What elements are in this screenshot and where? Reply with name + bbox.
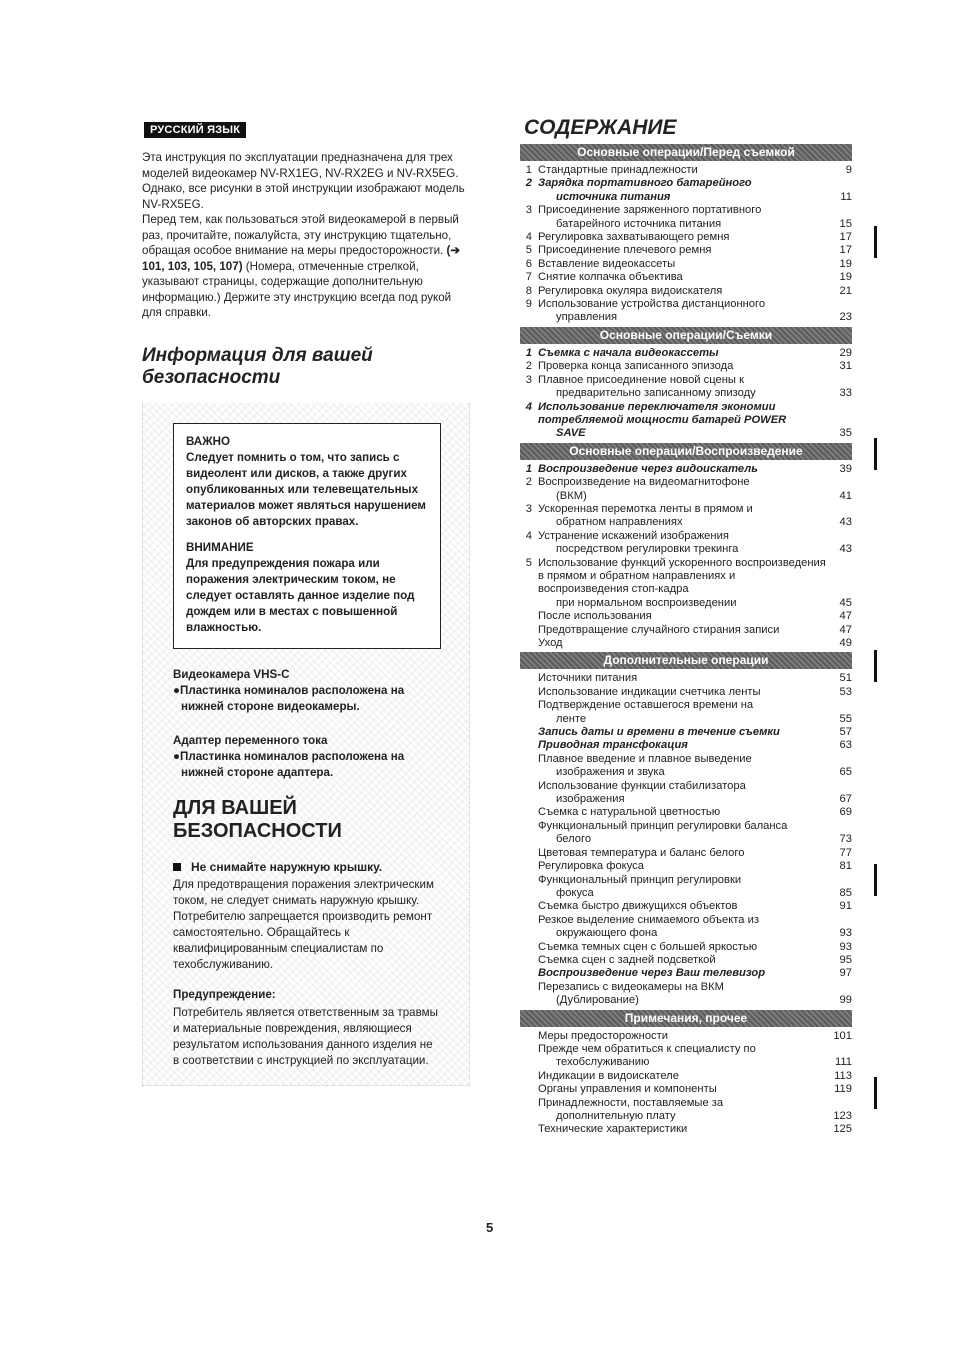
toc-entry-title: [538, 637, 828, 650]
caution-head: ВНИМАНИЕ: [186, 540, 254, 554]
toc-entry-page: 125: [833, 1123, 852, 1136]
toc-entry-number: 8: [525, 284, 532, 297]
toc-entry-page: 23: [839, 311, 852, 324]
toc-entry-number: [520, 941, 532, 954]
toc-entry-title: [538, 177, 828, 204]
toc-entry[interactable]: [520, 860, 852, 873]
page-number: 5: [486, 1220, 494, 1235]
toc-entry-text: Функциональный принцип регулировки: [538, 873, 742, 886]
toc-entry-number: 4: [525, 400, 532, 413]
important-text: Следует помнить о том, что запись с видеолент или дисков, а также других опубликованных или телевещательных материалов может являться нарушением законов об авторских правах.: [186, 450, 426, 528]
safety-area: [142, 403, 470, 1086]
toc-entry-number: [520, 699, 532, 726]
adapter-bullet: ●Пластинка номиналов расположена на нижней стороне адаптера.: [173, 749, 405, 779]
toc-entry-continuation: окружающего фона: [556, 927, 658, 940]
side-marker: [874, 864, 877, 896]
toc-entry-title: [538, 1070, 828, 1083]
toc-entry-number: [520, 1030, 532, 1043]
toc-entry-continuation: (Дублирование): [556, 994, 639, 1007]
toc-entry-text: Снятие колпачка объектива: [538, 271, 683, 284]
camera-label: Видеокамера VHS-C: [173, 667, 290, 681]
toc-section-bar: Основные операции/Перед съемкой: [520, 144, 852, 161]
toc-entry-page: 51: [839, 672, 852, 685]
toc-entry[interactable]: [520, 557, 852, 611]
left-column: [142, 120, 468, 1086]
toc-entry-page: 43: [839, 516, 852, 529]
toc-entry-title: [538, 941, 828, 954]
toc-entry-text: Использование индикации счетчика ленты: [538, 685, 761, 698]
for-your-safety-title: ДЛЯ ВАШЕЙ БЕЗОПАСНОСТИ: [173, 796, 342, 842]
toc-entry-text: Съемка темных сцен с большей яркостью: [538, 940, 758, 953]
toc-entry-page: 53: [839, 685, 852, 698]
toc-entry[interactable]: [520, 806, 852, 819]
toc-entry-text: Плавное присоединение новой сцены к: [538, 373, 744, 386]
toc-entry-text: Перезапись с видеокамеры на ВКМ: [538, 980, 724, 993]
side-marker: [874, 1077, 877, 1109]
intro-page-refs: (➔ 101, 103, 105, 107): [142, 244, 461, 273]
toc-entry-page: 65: [839, 766, 852, 779]
toc-entry-title: [538, 204, 828, 231]
toc-entry-text: Источники питания: [538, 672, 638, 685]
toc-entry-continuation: изображения и звука: [556, 766, 665, 779]
toc-entry-continuation: белого: [556, 833, 592, 846]
toc-entry-text: Ускоренная перемотка ленты в прямом и: [538, 502, 753, 515]
toc-entry-title: [538, 967, 828, 980]
language-badge: РУССКИЙ ЯЗЫК: [144, 122, 246, 138]
toc-entry-title: [538, 347, 828, 360]
toc-entry-number: 4: [525, 231, 532, 244]
toc-entry-text: Присоединение плечевого ремня: [538, 244, 712, 257]
intro-text: [142, 150, 468, 321]
cover-heading: [173, 859, 441, 875]
toc-entry-text: Функциональный принцип регулировки баланса: [538, 819, 788, 832]
adapter-label: Адаптер переменного тока: [173, 733, 328, 747]
toc-entry-page: 57: [839, 726, 852, 739]
toc-entry-text: Использование функции стабилизатора: [538, 779, 746, 792]
toc-entry-continuation: дополнительную плату: [556, 1110, 676, 1122]
toc-entry-text: Цветовая температура и баланс белого: [538, 846, 745, 859]
toc-entry-number: [520, 967, 532, 980]
toc-entry-title: [538, 610, 828, 623]
toc-entry-number: [520, 753, 532, 780]
toc-entry[interactable]: [520, 941, 852, 954]
toc-entry-continuation: предварительно записанному эпизоду: [556, 387, 756, 400]
toc-entry-continuation: обратном направлениях: [556, 516, 683, 529]
side-marker: [874, 650, 877, 682]
toc-list: [520, 164, 852, 325]
toc-list: [520, 347, 852, 441]
side-marker: [874, 438, 877, 470]
toc-entry[interactable]: [520, 686, 852, 699]
toc-entry-text: Запись даты и времени в течение съемки: [538, 726, 780, 739]
toc-sections: [520, 144, 852, 1137]
toc-entry[interactable]: [520, 820, 852, 847]
toc-entry-text: Приводная трансфокация: [538, 739, 688, 752]
toc-entry-text: Использование функций ускоренного воспроизведения в прямом и обратном направлениях и воспроизведения стоп-кадра: [538, 556, 826, 596]
square-bullet-icon: [173, 863, 181, 871]
toc-entry[interactable]: [520, 753, 852, 780]
toc-entry-number: 6: [525, 257, 532, 270]
toc-entry-page: 29: [839, 346, 852, 359]
toc-entry-title: [538, 739, 828, 752]
toc-entry-text: Съемка быстро движущихся объектов: [538, 900, 738, 913]
toc-entry-title: [538, 874, 828, 901]
toc-entry-page: 21: [839, 284, 852, 297]
toc-entry-continuation: источника питания: [556, 190, 671, 203]
toc-entry-title: [538, 1083, 828, 1096]
toc-entry-title: [538, 806, 828, 819]
toc-entry-title: [538, 360, 828, 373]
toc-entry-number: [520, 1083, 532, 1096]
toc-entry-number: 5: [525, 244, 532, 257]
toc-entry-text: Предотвращение случайного стирания записи: [538, 623, 780, 636]
toc-entry-text: Съемка с натуральной цветностью: [538, 806, 721, 819]
toc-entry[interactable]: [520, 967, 852, 980]
toc-entry-text: Регулировка окуляра видоискателя: [538, 284, 723, 297]
toc-entry-title: [538, 463, 828, 476]
toc-entry-page: 55: [839, 712, 852, 725]
toc-entry-title: [538, 860, 828, 873]
toc-entry-page: 97: [839, 967, 852, 980]
toc-entry-number: 2: [525, 360, 532, 373]
toc-entry[interactable]: [520, 503, 852, 530]
intro-paragraph-2-note: (Номера, отмеченные стрелкой, указывают страницы, содержащие дополнительную информацию.) Держите эту инструкцию всегда под рукой для справки.: [142, 259, 452, 319]
toc-entry[interactable]: [520, 739, 852, 752]
toc-entry-text: Индикации в видоискателе: [538, 1069, 679, 1082]
toc-entry-page: 95: [839, 953, 852, 966]
toc-entry-number: [520, 847, 532, 860]
toc-entry-title: [538, 258, 828, 271]
toc-entry-title: [538, 726, 828, 739]
toc-entry-page: 31: [839, 360, 852, 373]
toc-entry-text: Плавное введение и плавное выведение: [538, 752, 752, 765]
toc-list: [520, 463, 852, 651]
toc-entry-page: 73: [839, 833, 852, 846]
toc-entry[interactable]: [520, 780, 852, 807]
toc-entry-page: 69: [839, 806, 852, 819]
toc-entry-page: 35: [839, 427, 852, 440]
toc-entry[interactable]: [520, 530, 852, 557]
toc-entry-number: 3: [525, 204, 532, 217]
toc-entry-title: [538, 298, 828, 325]
toc-entry-continuation: батарейного источника питания: [556, 217, 722, 230]
toc-entry-page: 47: [839, 623, 852, 636]
cover-heading-text: Не снимайте наружную крышку.: [191, 859, 383, 874]
toc-entry-title: [538, 271, 828, 284]
toc-entry[interactable]: [520, 258, 852, 271]
toc-entry[interactable]: [520, 204, 852, 231]
toc-entry-page: 101: [833, 1029, 852, 1042]
toc-entry-title: [538, 1097, 828, 1124]
toc-entry-page: 43: [839, 543, 852, 556]
intro-paragraph-2-text: Перед тем, как пользоваться этой видеокамерой в первый раз, прочитайте, пожалуйста, эту инструкцию тщательно, обращая особое внимание на меры предосторожности.: [142, 213, 459, 257]
toc-entry-page: 93: [839, 927, 852, 940]
toc-entry-number: 5: [525, 556, 532, 569]
toc-entry-page: 85: [839, 886, 852, 899]
toc-entry[interactable]: [520, 624, 852, 637]
toc-entry-continuation: изображения: [556, 793, 625, 806]
toc-entry-text: Технические характеристики: [538, 1123, 688, 1136]
toc-entry-page: 17: [839, 231, 852, 244]
toc-entry-number: 9: [525, 298, 532, 311]
toc-entry[interactable]: [520, 177, 852, 204]
toc-entry-number: [520, 672, 532, 685]
toc-entry-page: 123: [833, 1110, 852, 1122]
toc-section-bar: Основные операции/Воспроизведение: [520, 443, 852, 460]
notice-box: [173, 423, 441, 649]
caution-text: Для предупреждения пожара или поражения электрическим током, не следует оставлять данное изделие под дождем или в местах с повышенной влажностью.: [186, 556, 415, 634]
safety-info-title: Информация для вашей безопасности: [142, 344, 373, 388]
toc-entry[interactable]: [520, 1030, 852, 1043]
toc-entry[interactable]: [520, 164, 852, 177]
toc-entry-number: [520, 726, 532, 739]
toc-entry-number: [520, 637, 532, 650]
toc-entry[interactable]: [520, 914, 852, 941]
toc-entry-text: Проверка конца записанного эпизода: [538, 360, 734, 373]
toc-entry[interactable]: [520, 271, 852, 284]
toc-entry-page: 119: [834, 1083, 852, 1096]
toc-entry[interactable]: [520, 476, 852, 503]
toc-entry-number: [520, 900, 532, 913]
toc-entry[interactable]: [520, 298, 852, 325]
toc-entry-continuation: при нормальном воспроизведении: [556, 596, 737, 609]
toc-entry-page: 63: [839, 739, 852, 752]
toc-entry-continuation: ленте: [556, 712, 587, 725]
toc-entry-number: [520, 981, 532, 1008]
toc-entry-title: [538, 1030, 828, 1043]
toc-entry[interactable]: [520, 360, 852, 373]
toc-entry-number: [520, 739, 532, 752]
toc-entry-continuation: посредством регулировки трекинга: [556, 543, 739, 556]
toc-entry-page: 49: [839, 637, 852, 649]
toc-entry-page: 41: [839, 489, 852, 502]
toc-entry-text: Съемка сцен с задней подсветкой: [538, 953, 716, 966]
toc-entry-title: [538, 900, 828, 913]
toc-entry-number: 1: [525, 164, 532, 176]
toc-entry-text: Прежде чем обратиться к специалисту по: [538, 1042, 756, 1055]
toc-entry-page: 91: [839, 900, 852, 913]
toc-entry-number: 2: [525, 476, 532, 489]
toc-entry-page: 99: [839, 994, 852, 1007]
toc-entry-number: [520, 780, 532, 807]
toc-entry-title: [538, 401, 828, 441]
toc-entry[interactable]: [520, 900, 852, 913]
toc-entry[interactable]: [520, 726, 852, 739]
toc-entry-page: 39: [839, 462, 852, 475]
important-head: ВАЖНО: [186, 434, 231, 448]
toc-entry[interactable]: [520, 1070, 852, 1083]
toc-title: СОДЕРЖАНИЕ: [524, 116, 677, 139]
toc-entry-text: Воспроизведение через Ваш телевизор: [538, 967, 766, 980]
toc-entry-title: [538, 374, 828, 401]
toc-entry-text: Вставление видеокассеты: [538, 257, 676, 270]
toc-entry-page: 9: [845, 164, 852, 176]
toc-entry-title: [538, 624, 828, 637]
toc-entry-text: Воспроизведение на видеомагнитофоне: [538, 476, 750, 489]
intro-paragraph-2: [142, 212, 468, 321]
warning-head: Предупреждение:: [173, 987, 276, 1001]
toc-entry-continuation: техобслуживанию: [556, 1056, 650, 1069]
toc-entry-page: 67: [839, 793, 852, 806]
toc-entry[interactable]: [520, 347, 852, 360]
toc-entry[interactable]: [520, 401, 852, 441]
toc-entry-title: [538, 847, 828, 860]
toc-entry[interactable]: [520, 374, 852, 401]
toc-entry-number: [520, 1123, 532, 1136]
toc-entry[interactable]: [520, 1123, 852, 1136]
toc-entry[interactable]: [520, 672, 852, 685]
toc-entry-title: [538, 1043, 828, 1070]
toc-entry-number: 7: [525, 271, 532, 284]
toc-entry-text: Стандартные принадлежности: [538, 164, 698, 176]
toc-entry-text: После использования: [538, 610, 652, 623]
toc-entry[interactable]: [520, 610, 852, 623]
toc-entry[interactable]: [520, 637, 852, 650]
toc-entry-page: 81: [839, 860, 852, 873]
toc-entry-number: 3: [525, 373, 532, 386]
toc-entry-title: [538, 244, 828, 257]
side-marker: [874, 226, 877, 258]
toc-entry-title: [538, 672, 828, 685]
toc-entry-page: 19: [839, 271, 852, 284]
toc-entry-continuation: управления: [556, 311, 618, 324]
toc-entry[interactable]: [520, 231, 852, 244]
intro-paragraph-1: Эта инструкция по эксплуатации предназначена для трех моделей видеокамер NV-RX1EG, NV-RX2EG и NV-RX5EG. Однако, все рисунки в этой инструкции изображают модель NV-RX5EG.: [142, 151, 465, 211]
toc-entry-text: Регулировка захватывающего ремня: [538, 231, 730, 244]
toc-entry-title: [538, 557, 828, 611]
toc-entry[interactable]: [520, 285, 852, 298]
toc-entry-page: 77: [839, 846, 852, 859]
toc-entry[interactable]: [520, 244, 852, 257]
camera-bullet: ●Пластинка номиналов расположена на нижней стороне видеокамеры.: [173, 683, 405, 713]
cover-text: Для предотвращения поражения электрическим током, не следует снимать наружную крышку. Потребителю запрещается производить ремонт самостоятельно. Обращайтесь к квалифицированным специалистам по техобслуживанию.: [173, 877, 434, 971]
toc-entry-title: [538, 753, 828, 780]
toc-entry-number: [520, 1097, 532, 1124]
toc-entry-number: [520, 624, 532, 637]
toc-entry-number: [520, 954, 532, 967]
toc-column: [520, 116, 852, 1137]
toc-entry-title: [538, 530, 828, 557]
toc-entry[interactable]: [520, 874, 852, 901]
toc-entry-text: Органы управления и компоненты: [538, 1083, 717, 1096]
toc-entry-number: 4: [525, 529, 532, 542]
toc-entry[interactable]: [520, 954, 852, 967]
toc-entry[interactable]: [520, 981, 852, 1008]
toc-entry-page: 111: [834, 1056, 852, 1069]
toc-entry-number: [520, 686, 532, 699]
toc-entry-page: 113: [834, 1069, 852, 1082]
toc-entry-title: [538, 503, 828, 530]
toc-entry-number: 2: [525, 177, 532, 190]
toc-entry-text: Принадлежности, поставляемые за: [538, 1096, 724, 1109]
toc-entry-title: [538, 820, 828, 847]
toc-entry-page: 19: [839, 257, 852, 270]
toc-entry-text: Меры предосторожности: [538, 1029, 669, 1042]
toc-entry-text: Подтверждение оставшегося времени на: [538, 699, 754, 712]
toc-entry-text: Резкое выделение снимаемого объекта из: [538, 913, 759, 926]
toc-entry-title: [538, 686, 828, 699]
toc-entry[interactable]: [520, 1097, 852, 1124]
toc-entry-text: Съемка с начала видеокассеты: [538, 346, 719, 359]
toc-entry-number: [520, 860, 532, 873]
toc-entry-number: [520, 610, 532, 623]
toc-entry-number: [520, 874, 532, 901]
toc-entry-page: 11: [840, 190, 852, 203]
toc-entry-title: [538, 780, 828, 807]
toc-entry[interactable]: [520, 699, 852, 726]
toc-section-bar: Основные операции/Съемки: [520, 327, 852, 344]
toc-entry-title: [538, 1123, 828, 1136]
toc-entry-title: [538, 164, 828, 177]
toc-entry-number: 3: [525, 502, 532, 515]
toc-entry-text: Уход: [538, 637, 563, 649]
toc-entry-title: [538, 914, 828, 941]
toc-entry-number: [520, 820, 532, 847]
toc-entry-number: 1: [525, 462, 532, 475]
toc-section-bar: Примечания, прочее: [520, 1010, 852, 1027]
toc-entry[interactable]: [520, 463, 852, 476]
safety-inner: [173, 667, 441, 1069]
toc-entry-text: Зарядка портативного батарейного: [538, 177, 752, 190]
toc-entry-page: 47: [839, 610, 852, 623]
toc-entry[interactable]: [520, 847, 852, 860]
toc-entry-page: 15: [839, 217, 852, 230]
toc-entry-number: [520, 1070, 532, 1083]
toc-entry-number: 1: [525, 346, 532, 359]
toc-entry-text: Использование устройства дистанционного: [538, 298, 766, 311]
toc-entry-number: [520, 806, 532, 819]
toc-entry-page: 45: [839, 596, 852, 609]
toc-entry-number: [520, 914, 532, 941]
toc-entry-page: 17: [839, 244, 852, 257]
toc-entry-title: [538, 954, 828, 967]
toc-entry-title: [538, 476, 828, 503]
toc-entry-text: Воспроизведение через видоискатель: [538, 462, 758, 475]
toc-entry-text: Использование переключателя экономии потребляемой мощности батарей POWER: [538, 400, 787, 426]
toc-entry-title: [538, 231, 828, 244]
toc-entry-title: [538, 699, 828, 726]
toc-list: [520, 1030, 852, 1137]
toc-entry[interactable]: [520, 1043, 852, 1070]
toc-entry-text: Присоединение заряженного портативного: [538, 204, 762, 217]
toc-entry-page: 93: [839, 940, 852, 953]
toc-entry-number: [520, 1043, 532, 1070]
toc-entry-title: [538, 981, 828, 1008]
toc-entry-continuation: (ВКМ): [556, 489, 587, 502]
toc-entry-text: Устранение искажений изображения: [538, 529, 729, 542]
toc-section-bar: Дополнительные операции: [520, 652, 852, 669]
toc-entry-text: Регулировка фокуса: [538, 860, 644, 873]
toc-entry-continuation: SAVE: [556, 427, 586, 440]
toc-entry-page: 33: [839, 387, 852, 400]
toc-list: [520, 672, 852, 1007]
toc-entry-title: [538, 285, 828, 298]
toc-entry-continuation: фокуса: [556, 886, 594, 899]
warning-text: Потребитель является ответственным за травмы и материальные повреждения, являющиеся результатом использования данного изделия не в соответствии с инструкцией по эксплуатации.: [173, 1005, 438, 1067]
toc-entry[interactable]: [520, 1083, 852, 1096]
